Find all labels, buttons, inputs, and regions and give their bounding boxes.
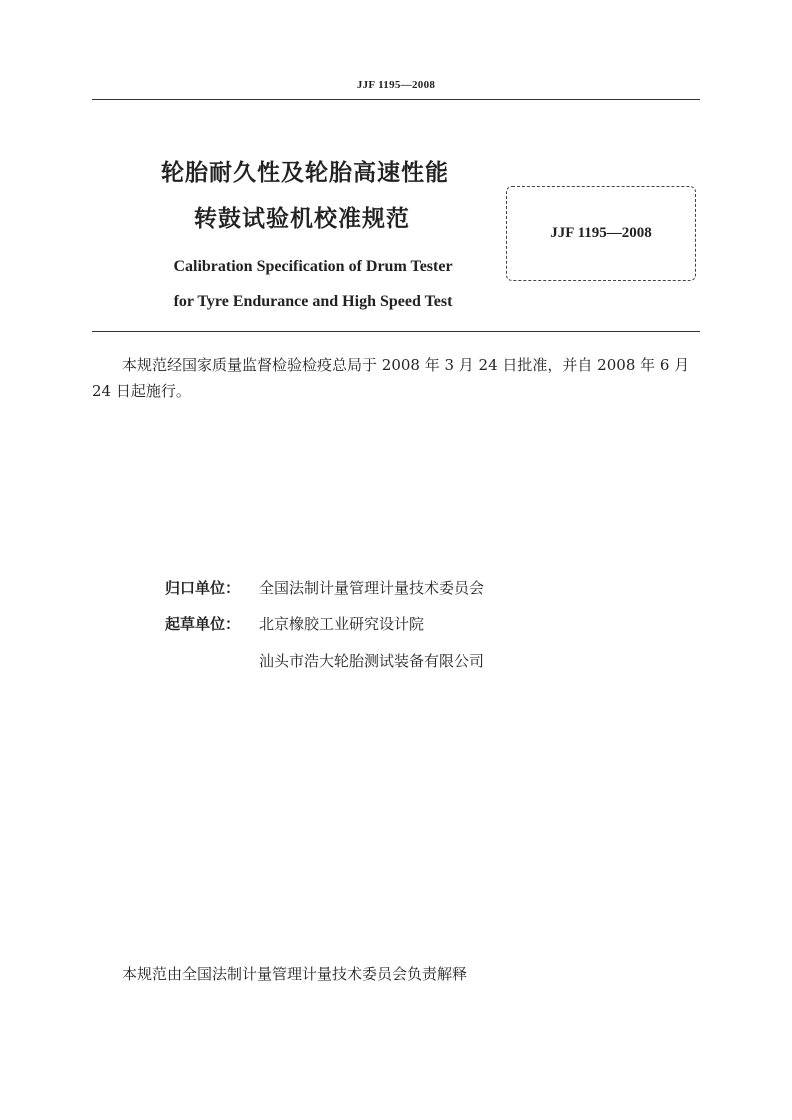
interpretation-note: 本规范由全国法制计量管理计量技术委员会负责解释 (122, 965, 468, 983)
header-standard-code: JJF 1195—2008 (356, 79, 436, 91)
standard-code-box (506, 186, 696, 281)
responsible-unit-row (165, 577, 484, 598)
drafting-unit-value-2: 汕头市浩大轮胎测试装备有限公司 (259, 652, 485, 670)
drafting-unit-label: 起草单位： (165, 615, 241, 633)
approval-statement: 本规范经国家质量监督检验检疫总局于 2008 年 3 月 24 日批准，并自 2008 年 6 月 24 日起施行。 (92, 356, 690, 400)
standard-code-box-text: JJF 1195—2008 (550, 225, 652, 241)
title-chinese-line-1: 轮胎耐久性及轮胎高速性能 (161, 160, 449, 186)
title-english-line-2: for Tyre Endurance and High Speed Test (173, 293, 453, 310)
title-chinese-line-2: 转鼓试验机校准规范 (194, 206, 410, 232)
title-english-line-1: Calibration Specification of Drum Tester (173, 258, 453, 275)
title-rule (92, 331, 700, 332)
header-rule (92, 99, 700, 100)
drafting-unit-value-1: 北京橡胶工业研究设计院 (259, 615, 425, 633)
responsible-unit-label: 归口单位： (165, 579, 241, 597)
responsible-unit-value: 全国法制计量管理计量技术委员会 (259, 579, 485, 597)
drafting-unit-row (165, 613, 424, 634)
